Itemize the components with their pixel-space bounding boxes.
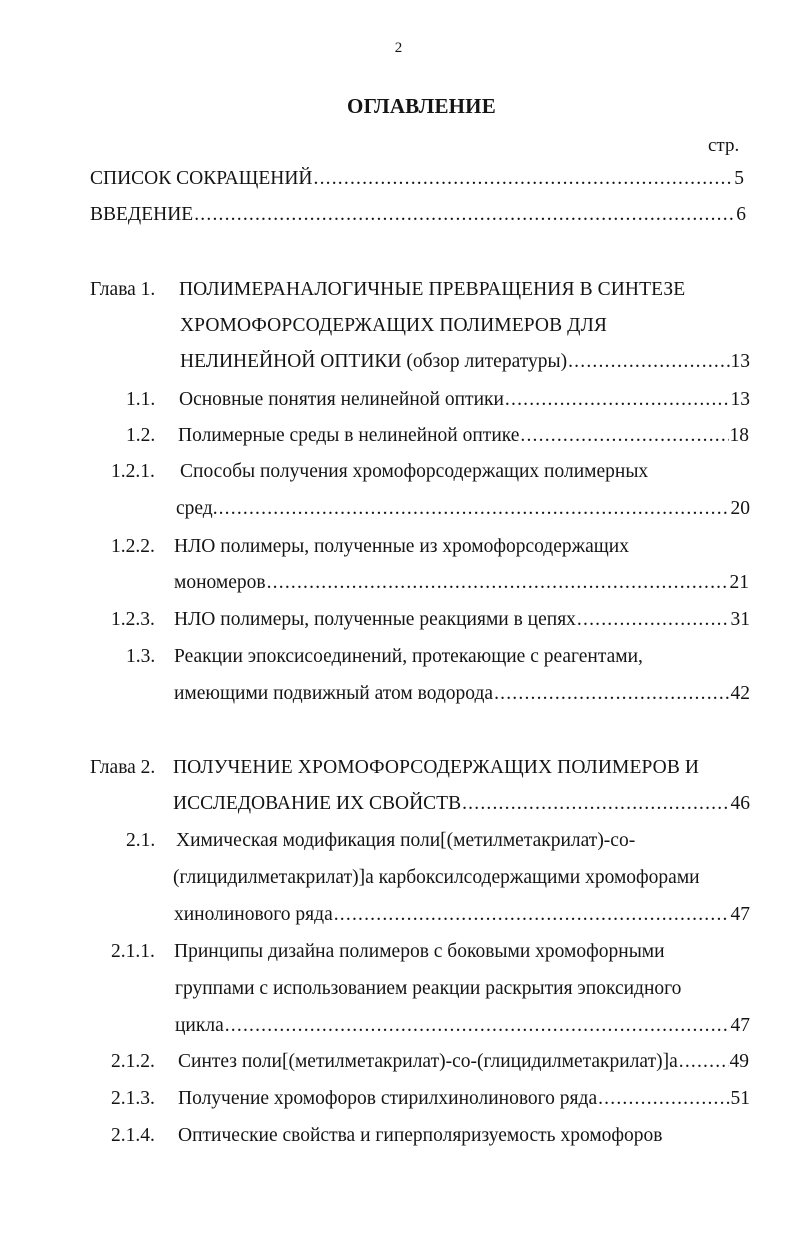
- dot-leader: [520, 424, 728, 448]
- dot-leader: [462, 792, 729, 816]
- toc-entry-text: Получение хромофоров стирилхинолинового ряда: [178, 1088, 598, 1109]
- toc-section-title-line[interactable]: Химическая модификация поли[(метилметакрилат)-со-: [176, 830, 636, 851]
- toc-entry-page: 20: [730, 498, 750, 519]
- toc-entry-page: 51: [730, 1088, 750, 1109]
- toc-entry-page: 46: [730, 793, 750, 814]
- dot-leader: [267, 571, 729, 595]
- toc-entry-page: 31: [730, 609, 750, 630]
- toc-entry-text: цикла: [175, 1015, 224, 1036]
- dot-leader: [314, 167, 734, 191]
- toc-entry-text: имеющими подвижный атом водорода: [174, 683, 494, 704]
- toc-entry-text: ВВЕДЕНИЕ: [90, 204, 194, 225]
- toc-entry-text: хинолинового ряда: [174, 904, 333, 925]
- toc-chapter-number: Глава 1.: [90, 279, 156, 300]
- toc-entry-chapter-2[interactable]: [173, 792, 750, 816]
- toc-section-number: 1.2.1.: [111, 461, 155, 482]
- toc-entry-introduction[interactable]: [90, 203, 746, 227]
- toc-entry-page: 13: [730, 389, 750, 410]
- page-column-label: стр.: [708, 135, 740, 156]
- dot-leader: [334, 903, 730, 927]
- dot-leader: [505, 388, 730, 412]
- toc-section-number: 1.3.: [126, 646, 156, 667]
- dot-leader: [219, 497, 730, 521]
- toc-entry-page: 42: [730, 683, 750, 704]
- dot-leader: [598, 1087, 729, 1111]
- toc-entry-1-3[interactable]: [174, 682, 750, 706]
- toc-entry-text: СПИСОК СОКРАЩЕНИЙ: [90, 168, 313, 189]
- page-title: ОГЛАВЛЕНИЕ: [347, 94, 496, 118]
- toc-entry-1-2-3[interactable]: [174, 608, 750, 632]
- toc-section-number: 2.1.: [126, 830, 156, 851]
- toc-section-number: 2.1.4.: [111, 1125, 155, 1146]
- toc-section-number: 1.2.2.: [111, 536, 155, 557]
- toc-section-number: 1.2.: [126, 425, 156, 446]
- toc-entry-1-2-2[interactable]: [174, 571, 749, 595]
- toc-section-number: 2.1.2.: [111, 1051, 155, 1072]
- toc-entry-1-1[interactable]: [179, 388, 750, 412]
- toc-entry-2-1-4[interactable]: Оптические свойства и гиперполяризуемость хромофоров: [178, 1125, 663, 1146]
- toc-section-title-line[interactable]: Способы получения хромофорсодержащих полимерных: [180, 461, 649, 482]
- toc-section-title-line[interactable]: НЛО полимеры, полученные из хромофорсодержащих: [174, 536, 629, 557]
- toc-entry-text: мономеров: [174, 572, 266, 593]
- toc-entry-page: 49: [729, 1051, 749, 1072]
- dot-leader: [679, 1050, 729, 1074]
- toc-entry-page: 47: [730, 1015, 750, 1036]
- toc-entry-page: 47: [730, 904, 750, 925]
- toc-section-number: 2.1.1.: [111, 941, 155, 962]
- toc-section-number: 1.1.: [126, 389, 156, 410]
- toc-entry-text: НЕЛИНЕЙНОЙ ОПТИКИ (обзор литературы): [180, 351, 568, 372]
- toc-entry-2-1-3[interactable]: [178, 1087, 750, 1111]
- toc-section-title-line[interactable]: (глицидилметакрилат)]а карбоксилсодержащими хромофорами: [173, 867, 700, 888]
- page-number: 2: [394, 40, 403, 56]
- dot-leader: [225, 1014, 730, 1038]
- toc-entry-abbreviations[interactable]: [90, 167, 744, 191]
- toc-entry-chapter-1[interactable]: [180, 350, 750, 374]
- toc-chapter-title-line[interactable]: ХРОМОФОРСОДЕРЖАЩИХ ПОЛИМЕРОВ ДЛЯ: [180, 315, 608, 336]
- toc-entry-page: 13: [730, 351, 750, 372]
- toc-entry-text: Основные понятия нелинейной оптики: [179, 389, 504, 410]
- toc-entry-text: Синтез поли[(метилметакрилат)-со-(глицидилметакрилат)]а: [178, 1051, 678, 1072]
- toc-entry-page: 6: [736, 204, 746, 225]
- toc-entry-text: сред.: [176, 498, 218, 519]
- toc-entry-1-2-1[interactable]: [176, 497, 750, 521]
- dot-leader: [194, 203, 735, 227]
- toc-entry-2-1[interactable]: [174, 903, 750, 927]
- toc-entry-page: 21: [729, 572, 749, 593]
- toc-entry-page: 5: [734, 168, 744, 189]
- toc-chapter-number: Глава 2.: [90, 757, 156, 778]
- dot-leader: [494, 682, 729, 706]
- dot-leader: [577, 608, 730, 632]
- toc-section-title-line[interactable]: Принципы дизайна полимеров с боковыми хромофорными: [174, 941, 665, 962]
- toc-chapter-title-line[interactable]: ПОЛУЧЕНИЕ ХРОМОФОРСОДЕРЖАЩИХ ПОЛИМЕРОВ И: [173, 757, 700, 778]
- toc-entry-page: 18: [729, 425, 749, 446]
- toc-section-number: 2.1.3.: [111, 1088, 155, 1109]
- toc-entry-2-1-2[interactable]: [178, 1050, 749, 1074]
- toc-entry-text: Полимерные среды в нелинейной оптике: [178, 425, 520, 446]
- toc-chapter-title-line[interactable]: ПОЛИМЕРАНАЛОГИЧНЫЕ ПРЕВРАЩЕНИЯ В СИНТЕЗЕ: [179, 279, 686, 300]
- toc-entry-text: ИССЛЕДОВАНИЕ ИХ СВОЙСТВ: [173, 793, 462, 814]
- toc-section-title-line[interactable]: Реакции эпоксисоединений, протекающие с реагентами,: [174, 646, 643, 667]
- dot-leader: [568, 350, 729, 374]
- toc-section-number: 1.2.3.: [111, 609, 155, 630]
- toc-entry-text: НЛО полимеры, полученные реакциями в цепях: [174, 609, 576, 630]
- toc-entry-2-1-1[interactable]: [175, 1014, 750, 1038]
- toc-section-title-line[interactable]: группами с использованием реакции раскрытия эпоксидного: [175, 978, 682, 999]
- toc-entry-1-2[interactable]: [178, 424, 749, 448]
